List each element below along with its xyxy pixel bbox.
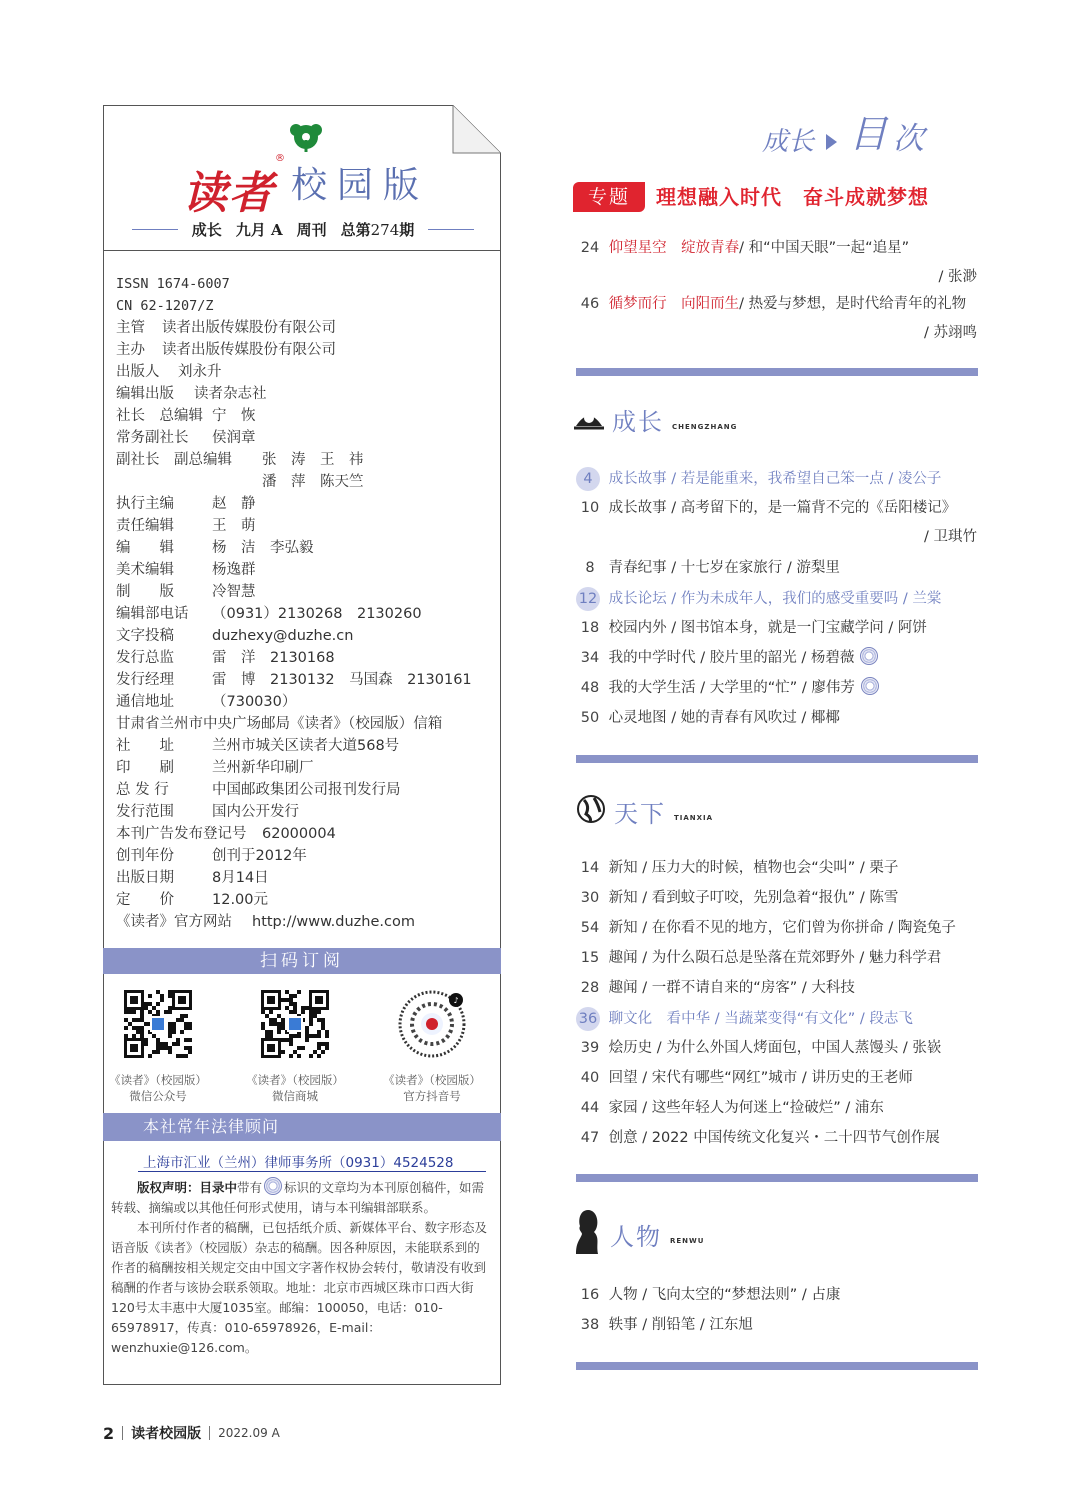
original-mark-icon — [860, 647, 878, 665]
credit-row — [116, 559, 472, 581]
credit-row — [116, 669, 472, 691]
toc-page-number: 39 — [580, 1040, 600, 1056]
logo-subtitle: 校园版 — [291, 165, 430, 206]
credit-label: 发行经理 — [116, 672, 174, 688]
credit-row — [116, 735, 472, 757]
toc-entry-title: 成长论坛 / 作为未成年人，我们的感受重要吗 / 兰棠 — [608, 591, 942, 607]
credit-label: 文字投稿 — [116, 628, 174, 644]
credit-label: 编辑部电话 — [116, 606, 189, 622]
section-header-world — [576, 792, 713, 830]
logo-title: 读者 — [183, 168, 275, 219]
toc-entry-title: / 热爱与梦想，是时代给青年的礼物 — [739, 296, 967, 312]
toc-page-number: 8 — [585, 560, 595, 576]
credit-value: 读者杂志社 — [194, 386, 267, 402]
credit-label: 印 刷 — [116, 760, 174, 776]
credit-row — [116, 317, 472, 339]
credit-value: 创刊于2012年 — [212, 848, 307, 864]
section-divider — [576, 1174, 978, 1182]
section-pinyin: RENWU — [670, 1237, 705, 1245]
credit-label: 编辑出版 — [116, 386, 174, 402]
section-divider — [576, 755, 978, 763]
qr-caption-2: 微信公众号 — [129, 1089, 187, 1103]
credit-row — [116, 691, 472, 713]
issue-cycle: 周刊 — [296, 220, 327, 239]
credit-row — [116, 515, 472, 537]
issue-month: 九月 A — [235, 220, 283, 239]
toc-entry-title: 创意 / 2022 中国传统文化复兴・二十四节气创作展 — [608, 1130, 940, 1146]
credit-value: 兰州新华印刷厂 — [212, 760, 314, 776]
credit-row — [116, 449, 472, 471]
credit-label: ISSN 1674-6007 — [116, 276, 230, 292]
footer-separator — [209, 1426, 210, 1440]
toc-entry-title: 回望 / 宋代有哪些“网红”城市 / 讲历史的王老师 — [608, 1070, 913, 1086]
issue-total: 总第274期 — [340, 220, 415, 239]
credit-label: 甘肃省兰州市中央广场邮局《读者》（校园版）信箱 — [116, 716, 443, 732]
credit-value: 杨 洁 李弘毅 — [212, 540, 314, 556]
triangle-arrow-icon — [826, 134, 837, 150]
credit-row — [116, 537, 472, 559]
qr-wechat-official[interactable] — [103, 990, 213, 1104]
toc-entry[interactable] — [576, 857, 898, 879]
credit-label: 定 价 — [116, 892, 174, 908]
portrait-silhouette-icon — [574, 1208, 602, 1260]
toc-page-number: 14 — [580, 860, 600, 876]
credit-label: 社长 总编辑 — [116, 408, 203, 424]
credit-row — [116, 823, 472, 845]
toc-entry-title: 成长故事 / 若是能重来，我希望自己笨一点 / 凌公子 — [608, 471, 942, 487]
credit-value: 冷智慧 — [212, 584, 256, 600]
legal-firm: 上海市汇业（兰州）律师事务所（0931）4524528 — [143, 1155, 454, 1171]
legal-title-bar: 本社常年法律顾问 — [103, 1113, 501, 1141]
royalty-notice: 本刊所付作者的稿酬，已包括纸介质、新媒体平台、数字形态及语音版《读者》（校园版）杂志的稿酬。因各种原因，未能联系到的作者的稿酬按相关规定交由中国文字著作权协会转付，敬请没有收到稿酬的作者与该协会联系领取。地址：北京市西城区珠市口西大街120号太丰惠中大厦1035室。邮编：100050，电话：010-65978917，传真：010-65978926，E-mail：wenzhuxie@126.com。 — [111, 1220, 488, 1355]
credit-label: 发行范围 — [116, 804, 174, 820]
credit-value: 雷 洋 2130168 — [212, 650, 335, 666]
section-title: 天下 — [614, 799, 666, 828]
credit-row — [116, 713, 472, 735]
credit-label: 主管 — [116, 320, 145, 336]
toc-entry[interactable] — [576, 647, 880, 669]
toc-title-1: 目 — [849, 112, 888, 156]
toc-entry-title: 校园内外 / 图书馆本身，就是一门宝藏学问 / 阿饼 — [608, 620, 927, 636]
toc-page-number: 38 — [580, 1317, 600, 1333]
credit-value: duzhexy@duzhe.cn — [212, 628, 354, 644]
credit-row — [116, 295, 472, 317]
svg-text:♪: ♪ — [453, 996, 459, 1005]
credit-row — [116, 625, 472, 647]
legal-underline — [138, 1171, 486, 1172]
credit-label: 责任编辑 — [116, 518, 174, 534]
credit-row — [116, 779, 472, 801]
section-title: 人物 — [610, 1222, 662, 1251]
toc-entry[interactable] — [576, 1067, 913, 1089]
credit-label: CN 62-1207/Z — [116, 298, 214, 314]
toc-title-2: 次 — [893, 121, 925, 157]
toc-entry[interactable] — [576, 917, 956, 939]
toc-entry-title: 新知 / 看到蚊子叮咬，先别急着“报仇” / 陈雪 — [608, 890, 899, 906]
toc-entry[interactable] — [576, 1037, 941, 1059]
credit-label: 通信地址 — [116, 694, 174, 710]
qr-wechat-mall[interactable] — [240, 990, 350, 1104]
toc-header — [762, 103, 924, 158]
toc-entry[interactable] — [576, 293, 966, 315]
toc-page-number: 44 — [580, 1100, 600, 1116]
credit-value: 读者出版传媒股份有限公司 — [162, 342, 336, 358]
toc-entry[interactable] — [576, 617, 927, 639]
credit-value: 8月14日 — [212, 870, 269, 886]
toc-entry-title: 青春纪事 / 十七岁在家旅行 / 游梨里 — [608, 560, 840, 576]
credit-row — [116, 845, 472, 867]
toc-entry-title: 趣闻 / 一群不请自来的“房客” / 大科技 — [608, 980, 855, 996]
qr-caption-2: 官方抖音号 — [403, 1089, 461, 1103]
original-mark-icon — [264, 1177, 282, 1195]
topic-tag: 专题 — [573, 182, 645, 212]
qr-code-icon[interactable] — [261, 990, 329, 1058]
issue-rule-left — [132, 229, 178, 230]
copyright-text-a: 带有 — [237, 1180, 263, 1195]
credit-row — [116, 427, 472, 449]
credit-row — [116, 889, 472, 911]
toc-entry-title: 新知 / 压力大的时候，植物也会“尖叫” / 栗子 — [608, 860, 899, 876]
toc-page-number: 18 — [580, 620, 600, 636]
credit-value: 国内公开发行 — [212, 804, 299, 820]
credit-row — [116, 405, 472, 427]
toc-entry-title: 我的大学生活 / 大学里的“忙” / 廖伟芳 — [608, 680, 855, 696]
credit-label: 出版日期 — [116, 870, 174, 886]
toc-entry[interactable] — [576, 707, 840, 729]
copyright-label: 版权声明：目录中 — [137, 1180, 238, 1195]
toc-entry[interactable] — [576, 1314, 753, 1336]
credit-value: （0931）2130268 2130260 — [212, 606, 422, 622]
issue-rule-right — [428, 229, 474, 230]
qr-code-icon[interactable] — [124, 990, 192, 1058]
credit-row — [116, 603, 472, 625]
footer-separator — [122, 1426, 123, 1440]
footer-mag-name: 读者校园版 — [131, 1426, 202, 1442]
toc-author: / 苏翊鸣 — [924, 325, 977, 341]
qr-caption-1: 《读者》（校园版） — [383, 1073, 481, 1087]
credit-value: http://www.duzhe.com — [252, 914, 415, 930]
globe-icon — [576, 792, 606, 830]
toc-entry[interactable] — [576, 677, 881, 699]
toc-entry-title: / 和“中国天眼”一起“追星” — [739, 240, 910, 256]
credit-value: 杨逸群 — [212, 562, 256, 578]
douyin-code-icon[interactable] — [398, 990, 466, 1058]
toc-page-number: 24 — [580, 240, 600, 256]
credit-label: 执行主编 — [116, 496, 174, 512]
qr-caption-2: 微信商城 — [272, 1089, 318, 1103]
toc-page-number: 4 — [576, 467, 600, 491]
copyright-text-b: 标识的文章均为本刊原创稿件，如需转载、摘编或以其他任何形式使用，请与本刊编辑部联系。 — [111, 1180, 485, 1215]
qr-douyin[interactable] — [377, 990, 487, 1104]
toc-entry[interactable] — [576, 1127, 940, 1149]
footer-date: 2022.09 A — [218, 1426, 280, 1440]
credit-label: 主办 — [116, 342, 145, 358]
credit-value: 王 萌 — [212, 518, 256, 534]
credit-value: 宁 恢 — [212, 408, 256, 424]
toc-page-number: 40 — [580, 1070, 600, 1086]
section-pinyin: TIANXIA — [674, 814, 714, 822]
credit-row — [116, 911, 472, 933]
credit-label: 发行总监 — [116, 650, 174, 666]
toc-entry[interactable] — [576, 557, 840, 579]
topic-title: 理想融入时代 奋斗成就梦想 — [656, 185, 929, 209]
credit-label: 总 发 行 — [116, 782, 169, 798]
credit-label: 编 辑 — [116, 540, 174, 556]
section-divider — [576, 368, 978, 376]
credit-value: 中国邮政集团公司报刊发行局 — [212, 782, 401, 798]
toc-entry[interactable] — [576, 1097, 884, 1119]
credit-value: 兰州市城关区读者大道568号 — [212, 738, 400, 754]
credit-value: 读者出版传媒股份有限公司 — [162, 320, 336, 336]
credits-list — [116, 273, 472, 933]
section-header-people — [574, 1208, 704, 1260]
toc-page-number: 28 — [580, 980, 600, 996]
registered-mark: ® — [275, 153, 285, 164]
section-header-growth — [574, 402, 737, 437]
credit-row — [116, 339, 472, 361]
credit-row — [116, 581, 472, 603]
toc-page-number: 34 — [580, 650, 600, 666]
toc-entry-title: 人物 / 飞向太空的“梦想法则” / 占康 — [608, 1287, 841, 1303]
credit-label: 美术编辑 — [116, 562, 174, 578]
credit-label: 副社长 副总编辑 — [116, 452, 232, 468]
toc-entry-title: 家园 / 这些年轻人为何迷上“捡破烂” / 浦东 — [608, 1100, 884, 1116]
credit-value: 赵 静 — [212, 496, 256, 512]
toc-author: / 卫琪竹 — [924, 529, 977, 545]
toc-entry-highlight: 循梦而行 向阳而生 — [608, 296, 740, 312]
credit-value: （730030） — [212, 694, 297, 710]
toc-entry[interactable] — [576, 497, 956, 519]
section-divider — [576, 1362, 978, 1370]
credit-label: 出版人 — [116, 364, 160, 380]
credit-row — [116, 757, 472, 779]
credit-row — [116, 383, 472, 405]
credit-label: 创刊年份 — [116, 848, 174, 864]
credit-row — [116, 867, 472, 889]
credit-row — [116, 471, 472, 493]
credit-value: 潘 萍 陈天竺 — [262, 474, 364, 490]
toc-entry-title: 我的中学时代 / 胶片里的韶光 / 杨碧薇 — [608, 650, 855, 666]
toc-page-number: 47 — [580, 1130, 600, 1146]
toc-entry-title: 烩历史 / 为什么外国人烤面包，中国人蒸馒头 / 张嵚 — [608, 1040, 942, 1056]
credit-label: 常务副社长 — [116, 430, 189, 446]
credit-row — [116, 273, 472, 295]
toc-page-number: 36 — [576, 1007, 600, 1031]
qr-caption-1: 《读者》（校园版） — [246, 1073, 344, 1087]
toc-entry-title: 聊文化 看中华 / 当蔬菜变得“有文化” / 段志飞 — [608, 1011, 913, 1027]
credit-row — [116, 647, 472, 669]
qr-caption-1: 《读者》（校园版） — [109, 1073, 207, 1087]
toc-entry-title: 趣闻 / 为什么陨石总是坠落在荒郊野外 / 魅力科学君 — [608, 950, 942, 966]
toc-entry[interactable] — [576, 887, 898, 909]
toc-entry[interactable] — [576, 977, 855, 999]
toc-author: / 张渺 — [938, 269, 977, 285]
credit-value: 刘永升 — [178, 364, 222, 380]
toc-section-name: 成长 — [762, 127, 815, 157]
credit-label: 社 址 — [116, 738, 174, 754]
logo-emblem-icon — [288, 120, 324, 154]
original-mark-icon — [861, 677, 879, 695]
credit-label: 制 版 — [116, 584, 174, 600]
toc-entry-title: 成长故事 / 高考留下的，是一篇背不完的《岳阳楼记》 — [608, 500, 957, 516]
issue-edition: 成长 — [191, 220, 222, 239]
toc-entry[interactable] — [576, 237, 909, 259]
issue-line — [125, 217, 481, 241]
toc-page-number: 54 — [580, 920, 600, 936]
toc-entry[interactable] — [576, 467, 941, 489]
toc-page-number: 30 — [580, 890, 600, 906]
credit-value: 侯润章 — [212, 430, 256, 446]
credit-label: 本刊广告发布登记号 — [116, 826, 247, 842]
toc-page-number: 48 — [580, 680, 600, 696]
credit-value: 12.00元 — [212, 892, 269, 908]
credit-row — [116, 361, 472, 383]
toc-entry[interactable] — [576, 1007, 913, 1029]
toc-entry-title: 心灵地图 / 她的青春有风吹过 / 椰椰 — [608, 710, 840, 726]
toc-page-number: 15 — [580, 950, 600, 966]
page-footer — [103, 1423, 280, 1443]
sun-landscape-icon — [574, 404, 604, 436]
toc-page-number: 12 — [576, 587, 600, 611]
toc-page-number: 50 — [580, 710, 600, 726]
toc-page-number: 10 — [580, 500, 600, 516]
section-title: 成长 — [612, 408, 664, 436]
page-number: 2 — [103, 1423, 115, 1443]
toc-entry-title: 新知 / 在你看不见的地方，它们曾为你拼命 / 陶瓷兔子 — [608, 920, 956, 936]
credit-row — [116, 801, 472, 823]
toc-page-number: 16 — [580, 1287, 600, 1303]
subscribe-bar: 扫码订阅 — [103, 948, 501, 974]
toc-entry[interactable] — [576, 587, 941, 609]
section-pinyin: CHENGZHANG — [672, 422, 738, 431]
credit-value: 雷 博 2130132 马国森 2130161 — [212, 672, 472, 688]
toc-entry[interactable] — [576, 947, 941, 969]
copyright-notice — [111, 1177, 491, 1358]
credit-value: 62000004 — [262, 826, 336, 842]
masthead-panel — [103, 105, 501, 1385]
toc-entry-title: 轶事 / 削铅笔 / 江东旭 — [608, 1317, 753, 1333]
toc-entry-highlight: 仰望星空 绽放青春 — [608, 240, 740, 256]
credit-row — [116, 493, 472, 515]
credit-label: 《读者》官方网站 — [116, 914, 232, 930]
toc-page-number: 46 — [580, 296, 600, 312]
toc-entry[interactable] — [576, 1284, 840, 1306]
credit-value: 张 涛 王 祎 — [262, 452, 364, 468]
